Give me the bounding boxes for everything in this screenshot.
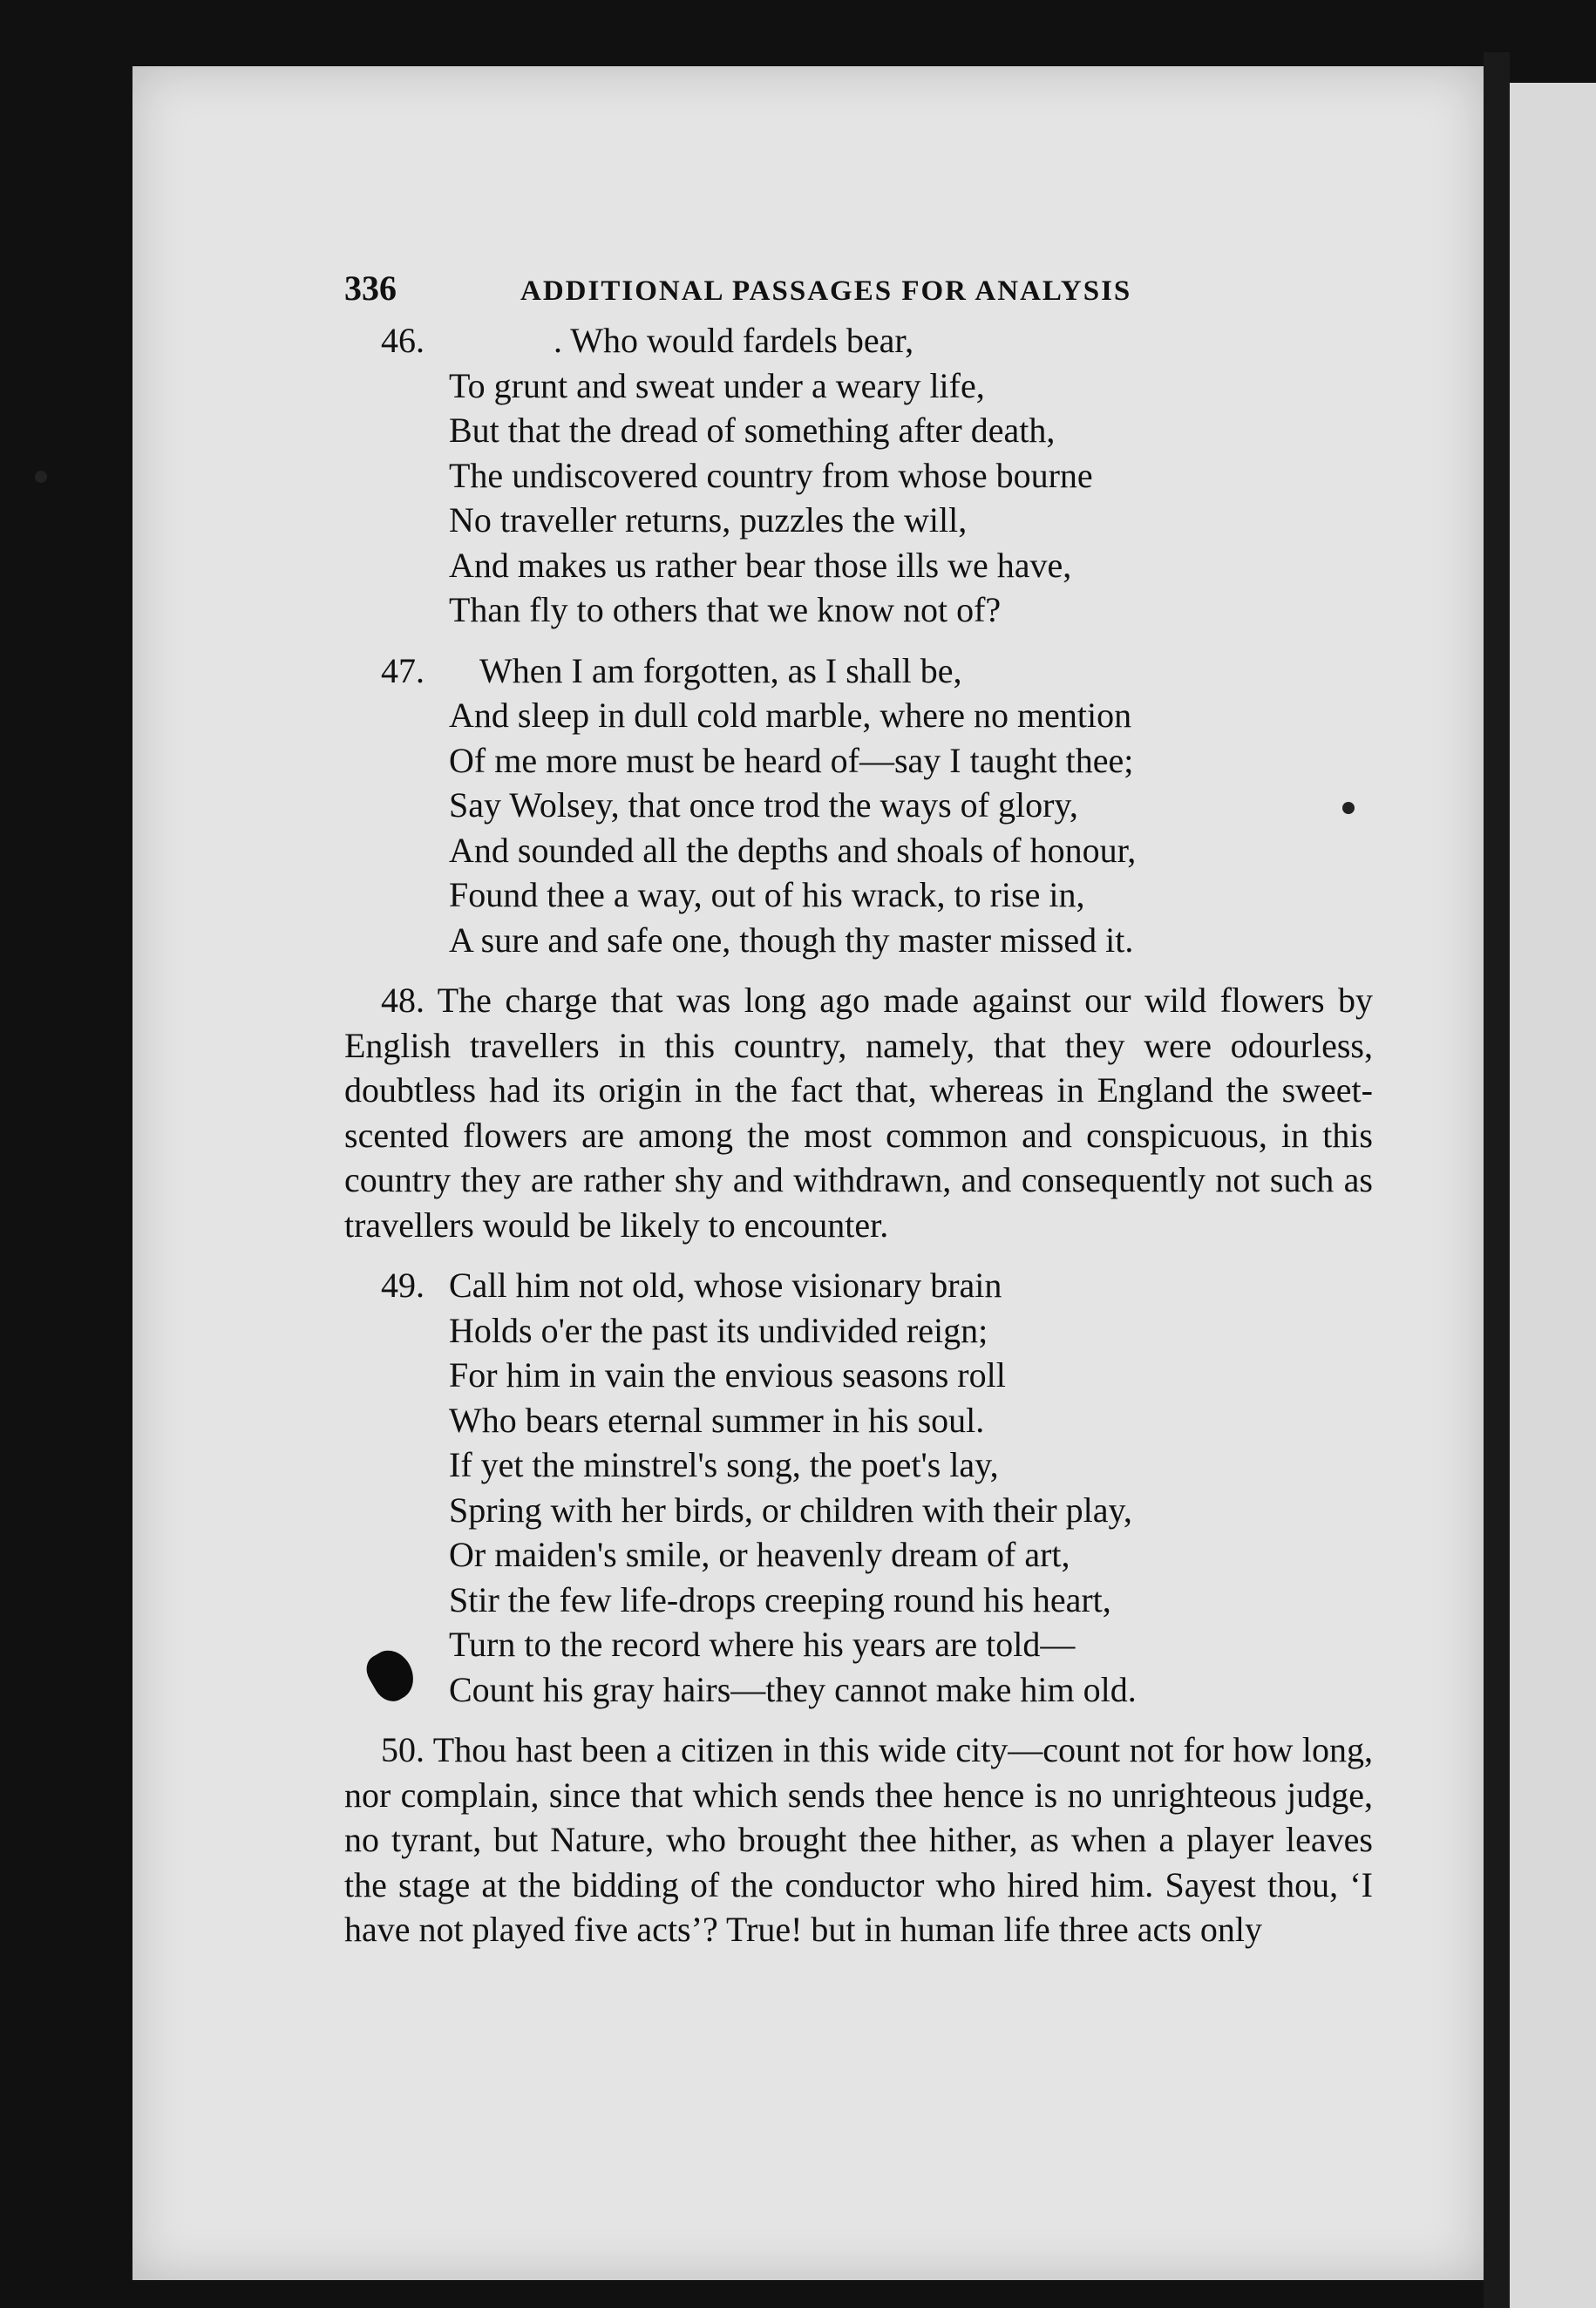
- verse-line: Or maiden's smile, or heavenly dream of art,: [449, 1535, 1070, 1574]
- verse-line: And sounded all the depths and shoals of honour,: [449, 830, 1137, 870]
- verse-line: Than fly to others that we know not of?: [449, 590, 1002, 629]
- page-text: [344, 266, 1373, 1968]
- scan-speck: [35, 471, 47, 483]
- running-head: ADDITIONAL PASSAGES FOR ANALYSIS: [520, 275, 1132, 307]
- passage-number: 46.: [381, 321, 424, 360]
- verse-first-line: . Who would fardels bear,: [554, 321, 914, 360]
- verse-line: A sure and safe one, though thy master missed it.: [449, 920, 1134, 960]
- verse-line: To grunt and sweat under a weary life,: [449, 365, 985, 405]
- passage-46: [344, 318, 1373, 633]
- passage-text: The charge that was long ago made against our wild flowers by English travellers in this country, namely, that they were odourless, doubtless had its origin in the fact that, whereas in England the sweet-scented flowers are among the most common and conspicuous, in this country they are rather shy and withdrawn, and consequently not such as travellers would be likely to encounter.: [344, 981, 1373, 1245]
- passage-50: [344, 1728, 1373, 1952]
- facing-page-edge: [1510, 83, 1596, 2308]
- verse-line: No traveller returns, puzzles the will,: [449, 500, 968, 540]
- verse-line: If yet the minstrel's song, the poet's lay,: [449, 1445, 999, 1484]
- passage-number: 47.: [381, 650, 424, 690]
- page-gutter-shadow: [1484, 52, 1510, 2308]
- verse-line: For him in vain the envious seasons roll: [449, 1355, 1006, 1395]
- verse-line: Stir the few life-drops creeping round his heart,: [449, 1579, 1111, 1619]
- verse-line: The undiscovered country from whose bourne: [449, 455, 1093, 495]
- verse-line: Who bears eternal summer in his soul.: [449, 1400, 985, 1440]
- passage-text: Thou hast been a citizen in this wide city—count not for how long, nor complain, since that which sends thee hence is no unrighteous judge, no tyrant, but Nature, who brought thee hither, as when a player leaves the stage at the bidding of the conductor who hired him. Sayest thou, ‘I have not played five acts’? True! but in human life three acts only: [344, 1730, 1373, 1949]
- verse-line: Found thee a way, out of his wrack, to rise in,: [449, 875, 1085, 914]
- passage-number: 49.: [381, 1266, 424, 1305]
- passage-47: [344, 648, 1373, 963]
- verse-line: Holds o'er the past its undivided reign;: [449, 1310, 988, 1350]
- verse-line: Say Wolsey, that once trod the ways of glory,: [449, 785, 1078, 825]
- verse-line: Spring with her birds, or children with their play,: [449, 1490, 1132, 1530]
- passage-48: [344, 978, 1373, 1247]
- passage-number: 50.: [381, 1730, 424, 1769]
- passage-number: 48.: [381, 981, 424, 1020]
- passage-49: [344, 1263, 1373, 1712]
- page-header: [344, 266, 1373, 318]
- verse-line: And sleep in dull cold marble, where no mention: [449, 696, 1132, 735]
- verse-first-line: Call him not old, whose visionary brain: [449, 1266, 1002, 1305]
- verse-line: Count his gray hairs—they cannot make him old.: [449, 1669, 1137, 1709]
- verse-line: Of me more must be heard of—say I taught thee;: [449, 740, 1134, 780]
- verse-line: But that the dread of something after death,: [449, 411, 1056, 450]
- verse-line: Turn to the record where his years are told—: [449, 1625, 1076, 1664]
- verse-first-line: When I am forgotten, as I shall be,: [479, 650, 962, 690]
- page-number: 336: [344, 268, 397, 308]
- verse-line: And makes us rather bear those ills we have,: [449, 545, 1072, 585]
